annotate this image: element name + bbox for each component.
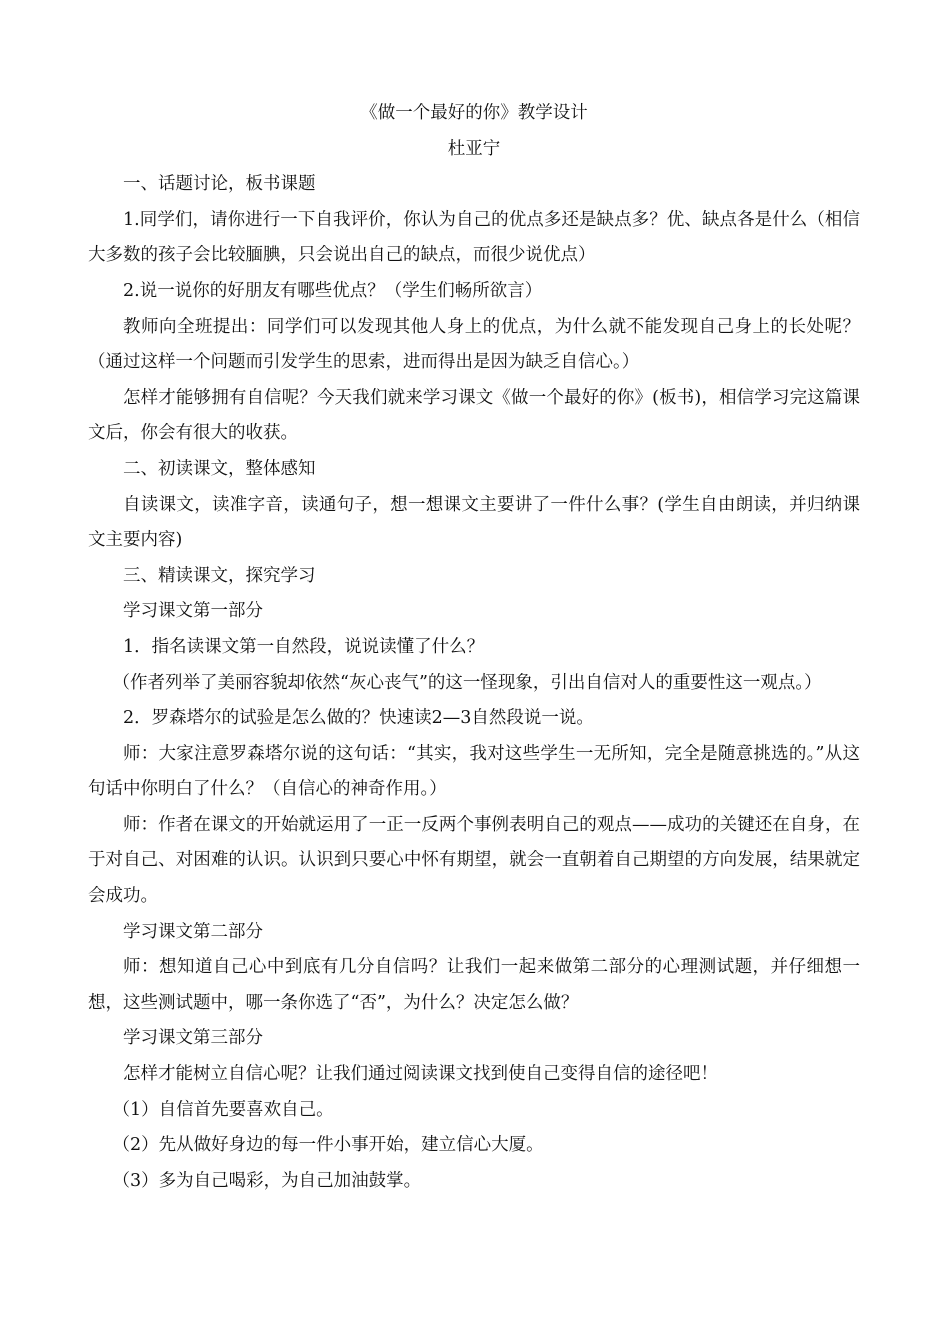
list-item: （3）多为自己喝彩，为自己加油鼓掌。 (112, 1170, 422, 1191)
paragraph: 师：大家注意罗森塔尔说的这句话：“其实，我对这些学生一无所知，完全是随意挑选的。”从这句话中你明白了什么？（自信心的神奇作用。） (88, 743, 860, 800)
paragraph: 怎样才能树立自信心呢？让我们通过阅读课文找到使自己变得自信的途径吧！ (123, 1064, 718, 1085)
paragraph: 教师向全班提出：同学们可以发现其他人身上的优点，为什么就不能发现自己身上的长处呢？（通过这样一个问题而引发学生的思索，进而得出是因为缺乏自信心。） (88, 316, 860, 373)
paragraph: 2．罗森塔尔的试验是怎么做的？快速读2—3自然段说一说。 (123, 708, 594, 729)
document-title: 《做一个最好的你》教学设计 (360, 103, 588, 123)
paragraph: 怎样才能够拥有自信呢？今天我们就来学习课文《做一个最好的你》(板书)，相信学习完这篇课文后，你会有很大的收获。 (88, 387, 860, 444)
paragraph: 1.同学们，请你进行一下自我评价，你认为自己的优点多还是缺点多？优、缺点各是什么（相信大多数的孩子会比较腼腆，只会说出自己的缺点，而很少说优点） (88, 209, 860, 266)
paragraph: 2.说一说你的好朋友有哪些优点？（学生们畅所欲言） (123, 280, 543, 301)
subsection-heading: 学习课文第二部分 (123, 921, 263, 942)
list-item: （1）自信首先要喜欢自己。 (112, 1099, 334, 1120)
list-item: （2）先从做好身边的每一件小事开始，建立信心大厦。 (112, 1135, 544, 1156)
subsection-heading: 学习课文第一部分 (123, 601, 263, 622)
document-page (88, 96, 860, 1199)
paragraph: 师：作者在课文的开始就运用了一正一反两个事例表明自己的观点——成功的关键还在自身，在于对自己、对困难的认识。认识到只要心中怀有期望，就会一直朝着自己期望的方向发展，结果就定会成功。 (88, 814, 860, 907)
document-author: 杜亚宁 (447, 138, 501, 159)
section-heading-3: 三、精读课文，探究学习 (123, 565, 316, 586)
subsection-heading: 学习课文第三部分 (123, 1028, 263, 1049)
paragraph: 自读课文，读准字音，读通句子，想一想课文主要讲了一件什么事？(学生自由朗读，并归纳课文主要内容) (88, 494, 860, 551)
paragraph: 师：想知道自己心中到底有几分自信吗？让我们一起来做第二部分的心理测试题，并仔细想一想，这些测试题中，哪一条你选了“否”，为什么？决定怎么做？ (88, 957, 860, 1013)
section-heading-2: 二、初读课文，整体感知 (123, 458, 316, 479)
section-heading-1: 一、话题讨论，板书课题 (123, 174, 316, 195)
paragraph: （作者列举了美丽容貌却依然“灰心丧气”的这一怪现象，引出自信对人的重要性这一观点。） (112, 672, 822, 693)
paragraph: 1．指名读课文第一自然段，说说读懂了什么？ (123, 636, 485, 657)
